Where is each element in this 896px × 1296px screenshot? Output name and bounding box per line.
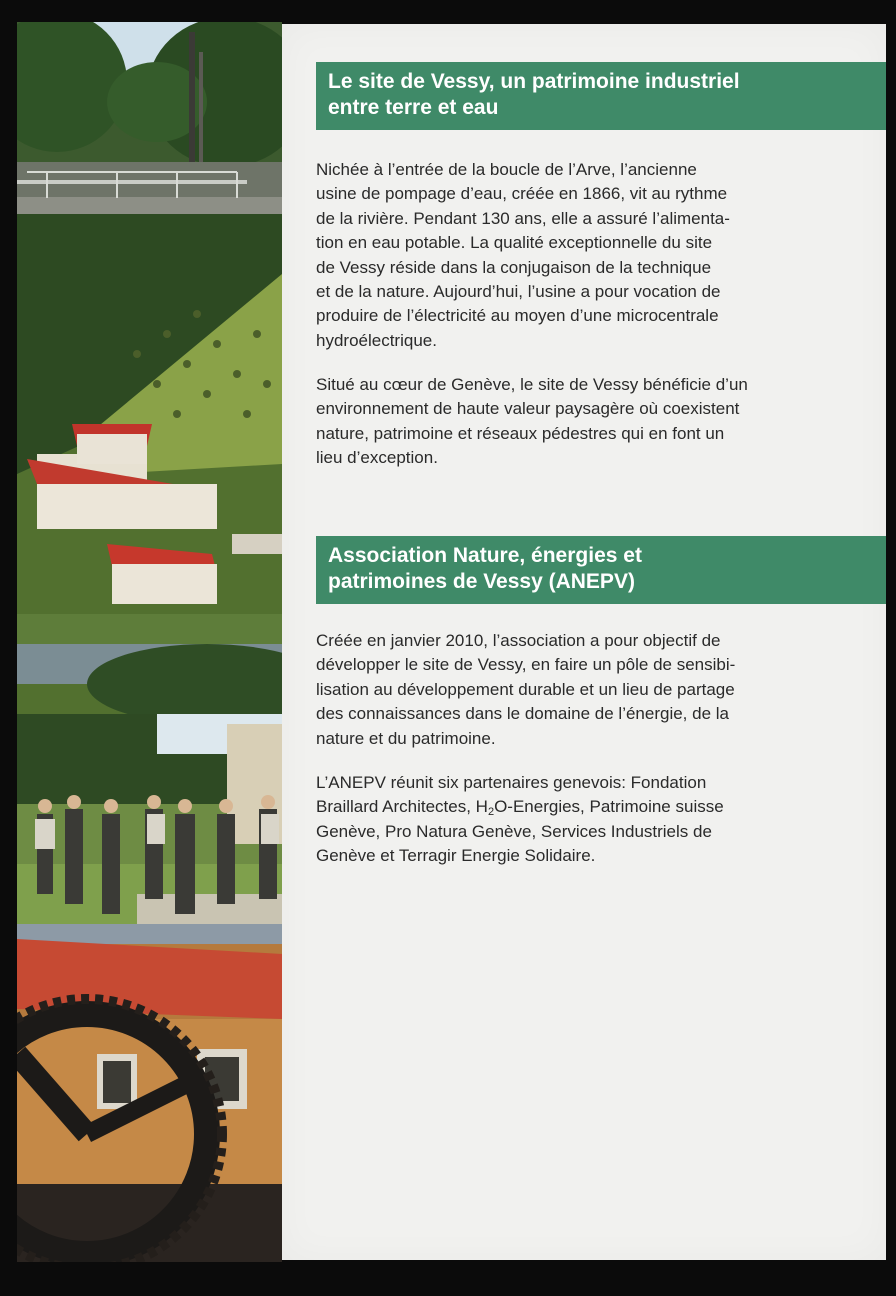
text-line: Genève, Pro Natura Genève, Services Industriels de [316,821,712,841]
subscript-2: 2 [487,806,495,819]
text-panel [282,24,886,1260]
text-fragment: O-Energies, Patrimoine suisse [494,797,724,817]
heading-line: entre terre et eau [328,96,499,119]
text-line: nature et du patrimoine. [316,728,496,748]
text-line: Nichée à l’entrée de la boucle de l’Arve, l’ancienne [316,160,697,179]
photo-visitors-group [17,714,282,924]
paragraph-site-history [316,158,842,353]
photo-strip [17,22,282,1262]
photo-gear-wheel [17,924,282,1262]
photo-aerial-site [17,214,282,714]
text-line: de Vessy réside dans la conjugaison de la technique [316,257,712,277]
text-line: Situé au cœur de Genève, le site de Vessy bénéficie d’un [316,375,748,394]
text-line: tion en eau potable. La qualité exceptionnelle du site [316,233,713,253]
text-line: développer le site de Vessy, en faire un pôle de sensibi- [316,655,736,675]
heading-line: patrimoines de Vessy (ANEPV) [328,570,635,593]
text-line: environnement de haute valeur paysagère où coexistent [316,399,740,419]
section-heading-vessy-site [316,62,886,130]
text-line: usine de pompage d’eau, créée en 1866, vit au rythme [316,184,728,204]
text-line: de la rivière. Pendant 130 ans, elle a assuré l’alimenta- [316,208,730,228]
photo-pumping-station-channel [17,22,282,214]
text-line: Créée en janvier 2010, l’association a pour objectif de [316,631,721,650]
text-line [316,795,842,819]
text-line: hydroélectrique. [316,330,437,350]
text-line: produire de l’électricité au moyen d’une microcentrale [316,306,719,326]
text-line: des connaissances dans le domaine de l’énergie, de la [316,704,729,724]
section-heading-anepv [316,536,886,604]
heading-line: Le site de Vessy, un patrimoine industriel [328,70,740,93]
text-line: et de la nature. Aujourd’hui, l’usine a pour vocation de [316,282,721,302]
paragraph-site-environment [316,373,842,471]
text-line: lieu d’exception. [316,448,438,468]
text-line: nature, patrimoine et réseaux pédestres qui en font un [316,423,725,443]
text-line: Genève et Terragir Energie Solidaire. [316,846,596,866]
text-line: L’ANEPV réunit six partenaires genevois: Fondation [316,773,707,792]
paragraph-association-goal [316,629,842,751]
paragraph-association-partners [316,771,842,869]
text-fragment: Braillard Architectes, H [316,797,488,817]
text-line: lisation au développement durable et un lieu de partage [316,679,735,699]
heading-line: Association Nature, énergies et [328,544,642,567]
